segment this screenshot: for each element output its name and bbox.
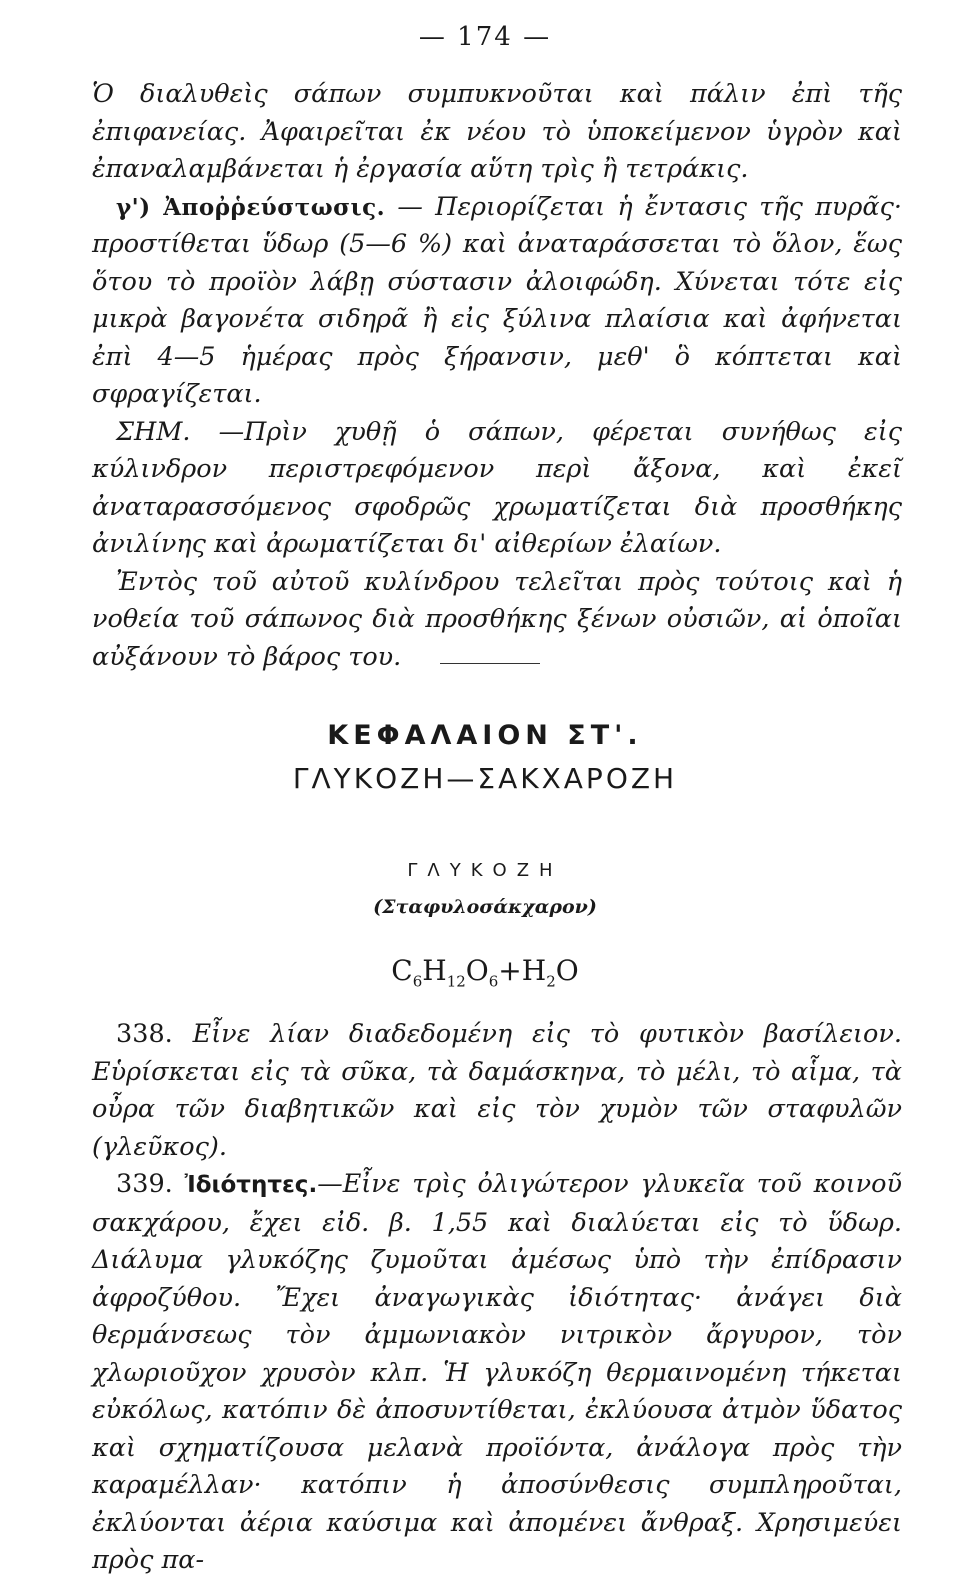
paragraph-number-338: 338.	[116, 1019, 173, 1049]
paragraph-339-text: —Εἶνε τρὶς ὀλιγώτερον γλυκεῖα τοῦ κοινοῦ σακχάρου, ἔχει εἰδ. β. 1,55 καὶ διαλύεται εἰς τὸ ὕδωρ. Διάλυμα γλυκόζης ζυμοῦται ἀμέσως ὑπὸ τὴν ἐπίδρασιν ἀφροζύθου. Ἔχει ἀναγωγικὰς ἰδιότητας· ἀνάγει διὰ θερμάνσεως τὸν ἀμμωνιακὸν νιτρικὸν ἄργυρον, τὸν χλωριοῦχον χρυσὸν κλπ. Ἡ γλυκόζη θερμαινομένη τήκεται εὐκόλως, κατόπιν δὲ ἀποσυντίθεται, ἐκλύουσα ἀτμὸν ὕδατος καὶ σχηματίζουσα μελανὰ προϊόντα, ἀνάλογα πρὸς τὴν καραμέλλαν· κατόπιν ἡ ἀποσύνθεσις συμπληροῦται, ἐκλύονται ἀέρια καύσιμα καὶ ἀπομένει ἄνθραξ. Χρησιμεύει πρὸς πα-	[92, 1169, 902, 1575]
section-alt-name: (Σταφυλοσάκχαρον)	[373, 896, 597, 918]
formula-o2: O	[555, 954, 579, 987]
section-title: ΓΛΥΚΟΖΗ	[407, 860, 563, 881]
formula-h2-count: 2	[546, 972, 556, 991]
section-divider	[440, 663, 540, 664]
formula-o-count: 6	[488, 972, 499, 991]
paragraph-number-339: 339.	[116, 1169, 173, 1199]
formula-h2: H	[521, 954, 547, 987]
formula-h: H	[422, 954, 447, 987]
formula-c: C	[391, 954, 413, 987]
page-number: — 174 —	[418, 22, 552, 52]
chapter-subtitle: ΓΛΥΚΟΖΗ—ΣΑΚΧΑΡΟΖΗ	[292, 762, 678, 795]
lower-text-block	[92, 1016, 902, 1580]
paragraph-adulteration: Ἐντὸς τοῦ αὐτοῦ κυλίνδρου τελεῖται πρὸς τούτοις καὶ ἡ νοθεία τοῦ σάπωνος διὰ προσθήκης ξένων οὐσιῶν, αἱ ὁποῖαι αὐξάνουν τὸ βάρος του.	[92, 566, 902, 672]
properties-heading: Ἰδιότητες.	[184, 1172, 318, 1198]
chapter-title: ΚΕΦΑΛΑΙΟΝ ΣΤ'.	[327, 720, 643, 751]
chemical-formula	[0, 954, 970, 991]
formula-c-count: 6	[412, 972, 423, 991]
paragraph-338	[92, 1016, 902, 1166]
paragraph-338-text: Εἶνε λίαν διαδεδομένη εἰς τὸ φυτικὸν βασίλειον. Εὑρίσκεται εἰς τὰ σῦκα, τὰ δαμάσκηνα, τὸ μέλι, τὸ αἷμα, τὰ οὖρα τῶν διαβητικῶν καὶ εἰς τὸν χυμὸν τῶν σταφυλῶν (γλεῦκος).	[92, 1019, 902, 1162]
formula-o: O	[465, 954, 489, 987]
settling-text: — Περιορίζεται ἡ ἔντασις τῆς πυρᾶς· προστίθεται ὕδωρ (5—6 %) καὶ ἀναταράσσεται τὸ ὅλον, ἕως ὅτου τὸ προϊὸν λάβῃ σύστασιν ἀλοιφώδη. Χύνεται τότε εἰς μικρὰ βαγονέτα σιδηρᾶ ἢ εἰς ξύλινα πλαίσια καὶ ἀφήνεται ἐπὶ 4—5 ἡμέρας πρὸς ξήρανσιν, μεθ' ὃ κόπτεται καὶ σφραγίζεται.	[92, 191, 902, 409]
paragraph-soap-condensation: Ὁ διαλυθεὶς σάπων συμπυκνοῦται καὶ πάλιν ἐπὶ τῆς ἐπιφανείας. Ἀφαιρεῖται ἐκ νέου τὸ ὑποκείμενον ὑγρὸν καὶ ἐπαναλαμβάνεται ἡ ἐργασία αὕτη τρὶς ἢ τετράκις.	[92, 79, 902, 184]
formula-plus: +	[498, 954, 522, 987]
paragraph-339	[92, 1166, 902, 1580]
formula-h-count: 12	[446, 972, 466, 991]
paragraph-note: ΣΗΜ. —Πρὶν χυθῇ ὁ σάπων, φέρεται συνήθως εἰς κύλινδρον περιστρεφόμενον περὶ ἄξονα, καὶ ἐκεῖ ἀναταρασσόμενος σφοδρῶς χρωματίζεται διὰ προσθήκης ἀνιλίνης καὶ ἀρωματίζεται δι' αἰθερίων ἐλαίων.	[92, 416, 902, 559]
upper-text-block	[92, 76, 902, 676]
settling-heading: γ') Ἀποῤῥεύστωσις.	[116, 193, 386, 221]
paragraph-soap-settling	[92, 189, 902, 414]
